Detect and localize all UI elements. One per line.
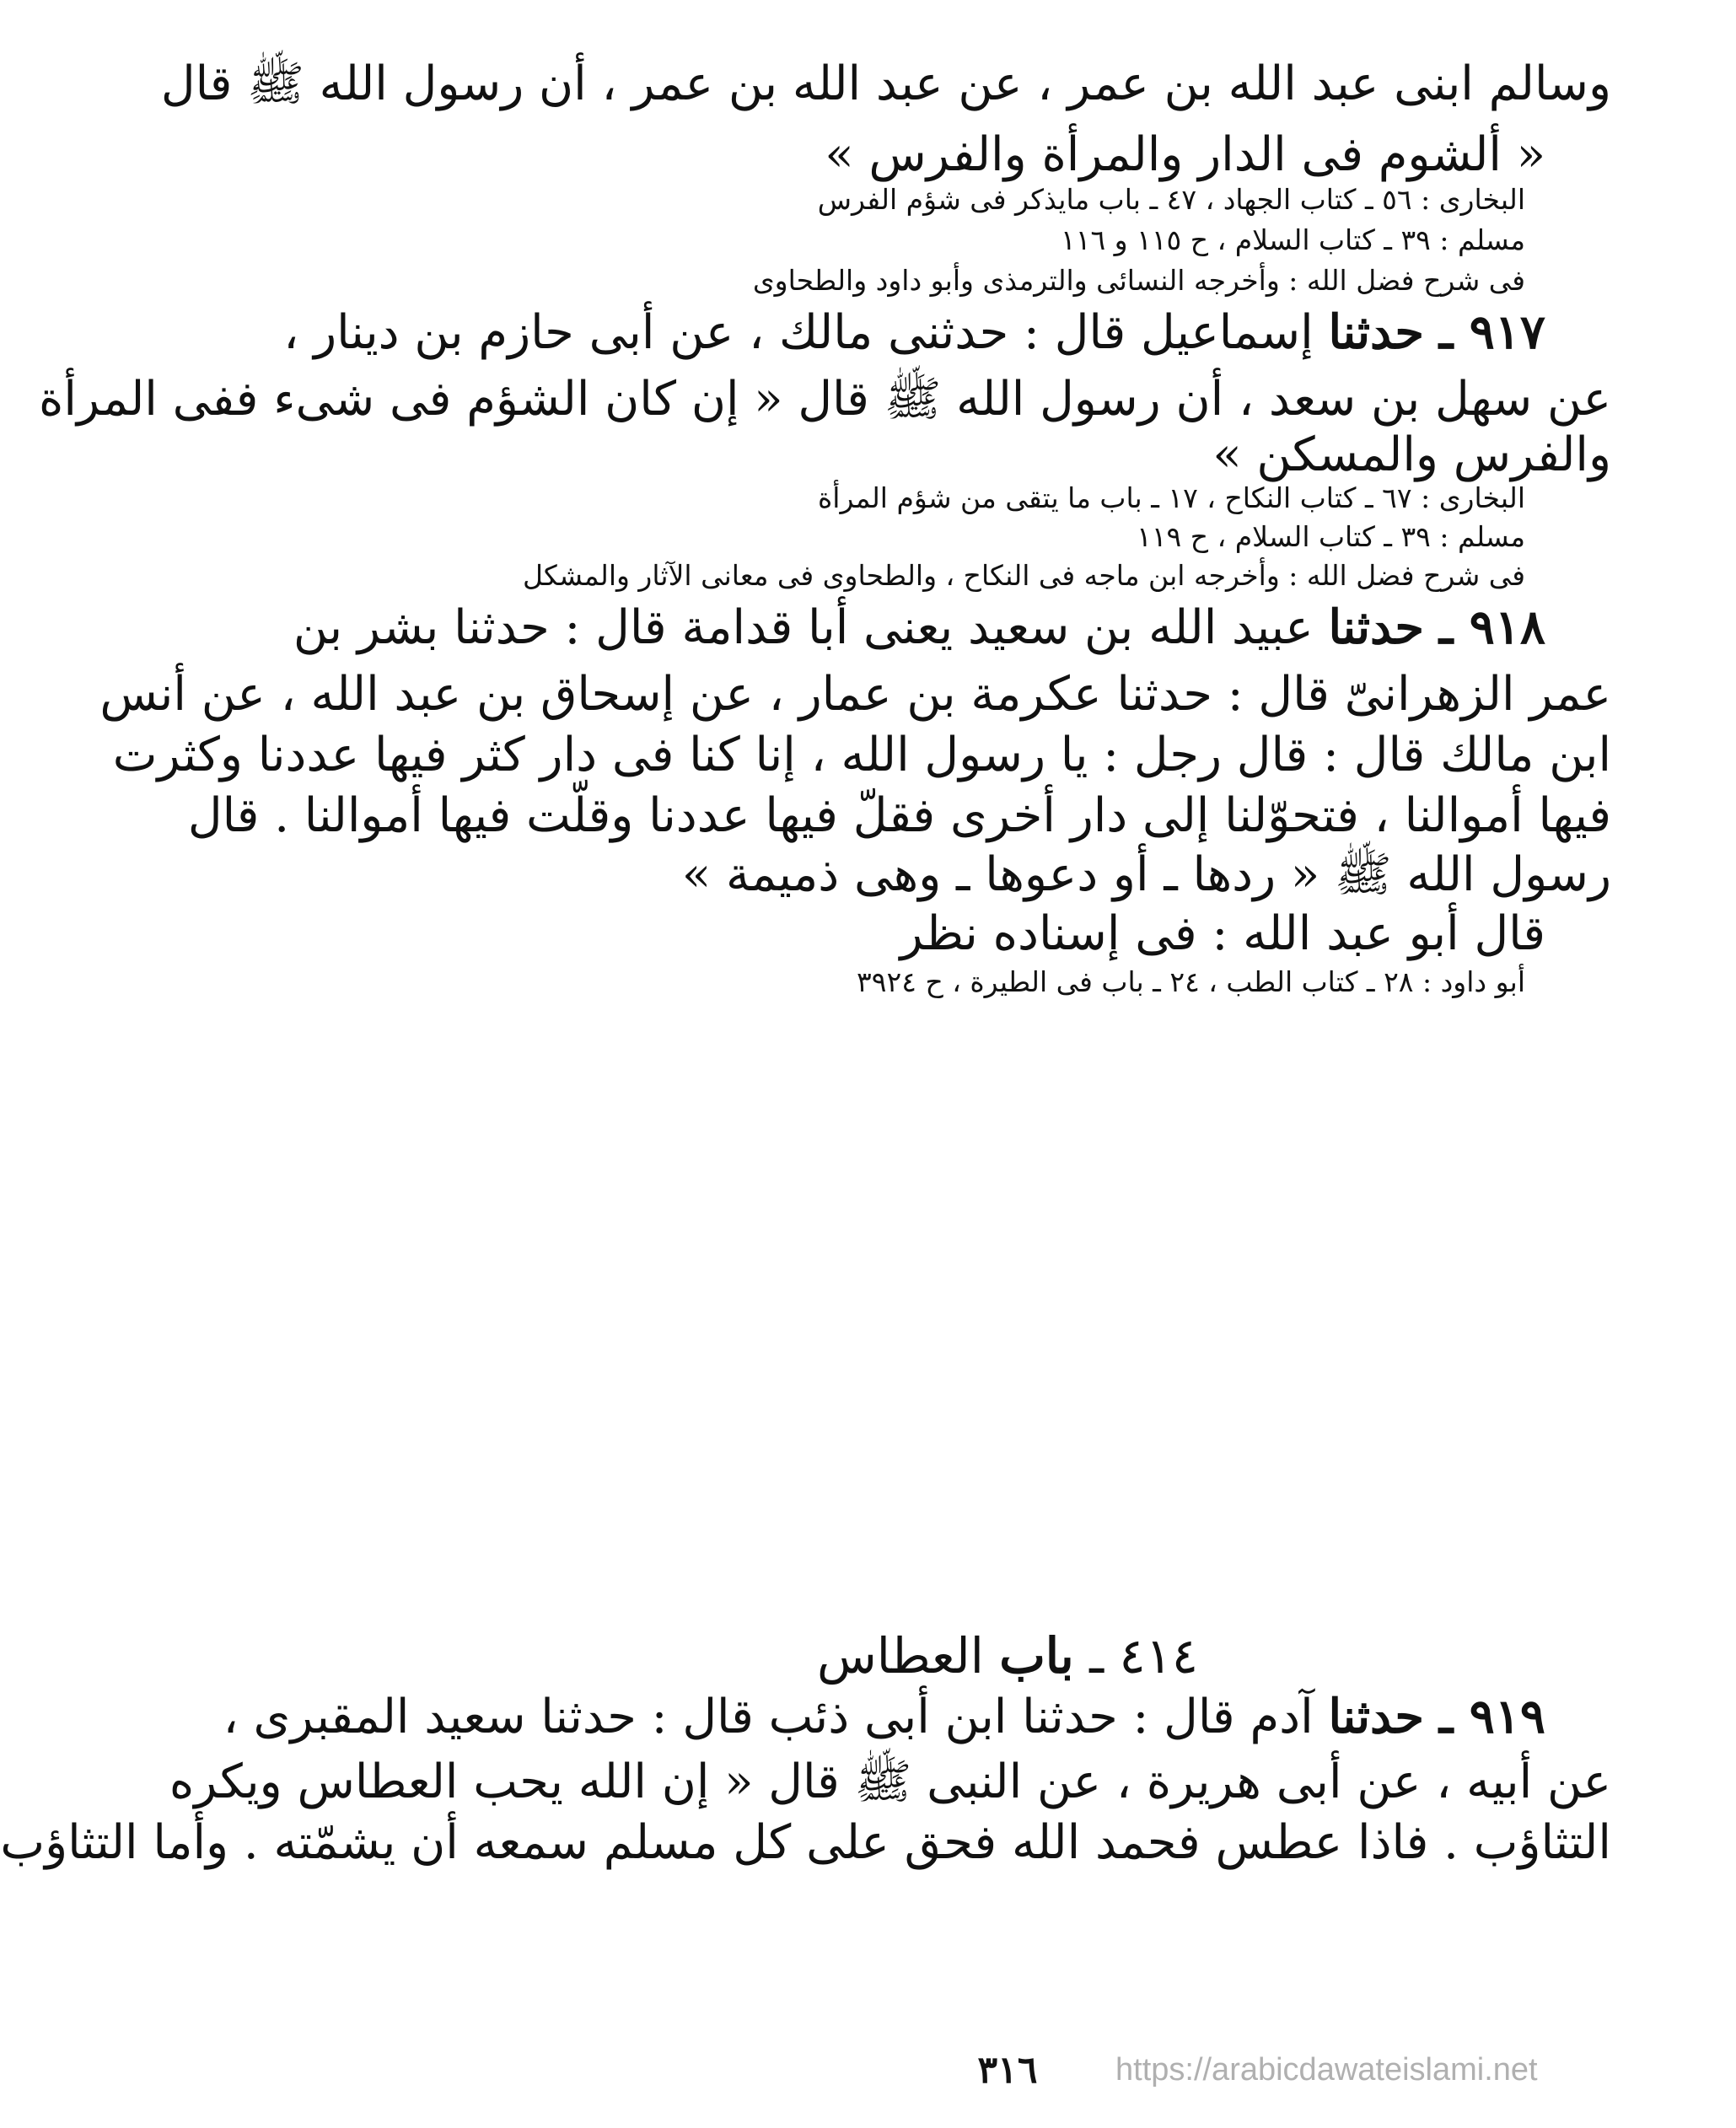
hadith-919-heading (223, 1689, 1545, 1744)
text-line-1: وسالم ابنى عبد الله بن عمر ، عن عبد الله بن عمر ، أن رسول الله ﷺ قال (160, 56, 1611, 111)
text-line-7: عمر الزهرانىّ قال : حدثنا عكرمة بن عمار ، عن إسحاق بن عبد الله ، عن أنس (99, 667, 1611, 722)
hadith-number: ٩١٩ ـ (1438, 1689, 1545, 1744)
hadith-number: ٩١٧ ـ (1438, 304, 1545, 360)
footnote-muslim-1: مسلم : ٣٩ ـ كتاب السلام ، ح ١١٥ و ١١٦ (1061, 223, 1525, 256)
hadith-918-heading (293, 599, 1545, 655)
footnote-bukhari-1: البخارى : ٥٦ ـ كتاب الجهاد ، ٤٧ ـ باب مايذكر فى شؤم الفرس (817, 183, 1525, 216)
footnote-sharh-1: فى شرح فضل الله : وأخرجه النسائى والترمذى وأبو داود والطحاوى (752, 264, 1525, 297)
text-line-5: والفرس والمسكن » (1212, 427, 1611, 482)
footnote-muslim-2: مسلم : ٣٩ ـ كتاب السلام ، ح ١١٩ (1137, 520, 1525, 553)
chapter-number: ٤١٤ ـ (1089, 1627, 1199, 1685)
text-line-10: رسول الله ﷺ « ردها ـ أو دعوها ـ وهى ذميمة » (681, 847, 1611, 902)
hadathana-word: حدثنا (1328, 1689, 1425, 1744)
hadathana-word: حدثنا (1328, 599, 1425, 655)
text-line-14: التثاؤب . فاذا عطس فحمد الله فحق على كل مسلم سمعه أن يشمّته . وأما التثاؤب (0, 1815, 1611, 1870)
text-line-11: قال أبو عبد الله : فى إسناده نظر (900, 906, 1545, 961)
chapter-title: العطاس (816, 1627, 984, 1685)
site-watermark: https://arabicdawateislami.net (1115, 2052, 1538, 2088)
text-line-8: ابن مالك قال : قال رجل : يا رسول الله ، إنا كنا فى دار كثر فيها عددنا وكثرت (112, 728, 1611, 782)
text-line-13: عن أبيه ، عن أبى هريرة ، عن النبى ﷺ قال « إن الله يحب العطاس ويكره (169, 1755, 1611, 1809)
footnote-bukhari-2: البخارى : ٦٧ ـ كتاب النكاح ، ١٧ ـ باب ما يتقى من شؤم المرأة (817, 481, 1525, 514)
footnote-abudawud: أبو داود : ٢٨ ـ كتاب الطب ، ٢٤ ـ باب فى الطيرة ، ح ٣٩٢٤ (857, 965, 1525, 998)
hadathana-word: حدثنا (1328, 304, 1425, 360)
page-number: ٣١٦ (977, 2049, 1038, 2092)
hadith-opening: عبيد الله بن سعيد يعنى أبا قدامة قال : حدثنا بشر بن (293, 600, 1314, 655)
hadith-917-heading (283, 304, 1545, 360)
chapter-heading (279, 1627, 1736, 1685)
hadith-number: ٩١٨ ـ (1438, 599, 1545, 655)
text-line-4: عن سهل بن سعد ، أن رسول الله ﷺ قال « إن كان الشؤم فى شىء ففى المرأة (39, 372, 1611, 427)
text-line-2: « ألشوم فى الدار والمرأة والفرس » (825, 127, 1545, 182)
hadith-opening: إسماعيل قال : حدثنى مالك ، عن أبى حازم بن دينار ، (283, 305, 1314, 360)
hadith-opening: آدم قال : حدثنا ابن أبى ذئب قال : حدثنا سعيد المقبرى ، (223, 1690, 1314, 1744)
footnote-sharh-2: فى شرح فضل الله : وأخرجه ابن ماجه فى النكاح ، والطحاوى فى معانى الآثار والمشكل (523, 559, 1525, 592)
chapter-bab-word: باب (999, 1627, 1074, 1685)
text-line-9: فيها أموالنا ، فتحوّلنا إلى دار أخرى فقلّ فيها عددنا وقلّت فيها أموالنا . قال (187, 788, 1611, 843)
